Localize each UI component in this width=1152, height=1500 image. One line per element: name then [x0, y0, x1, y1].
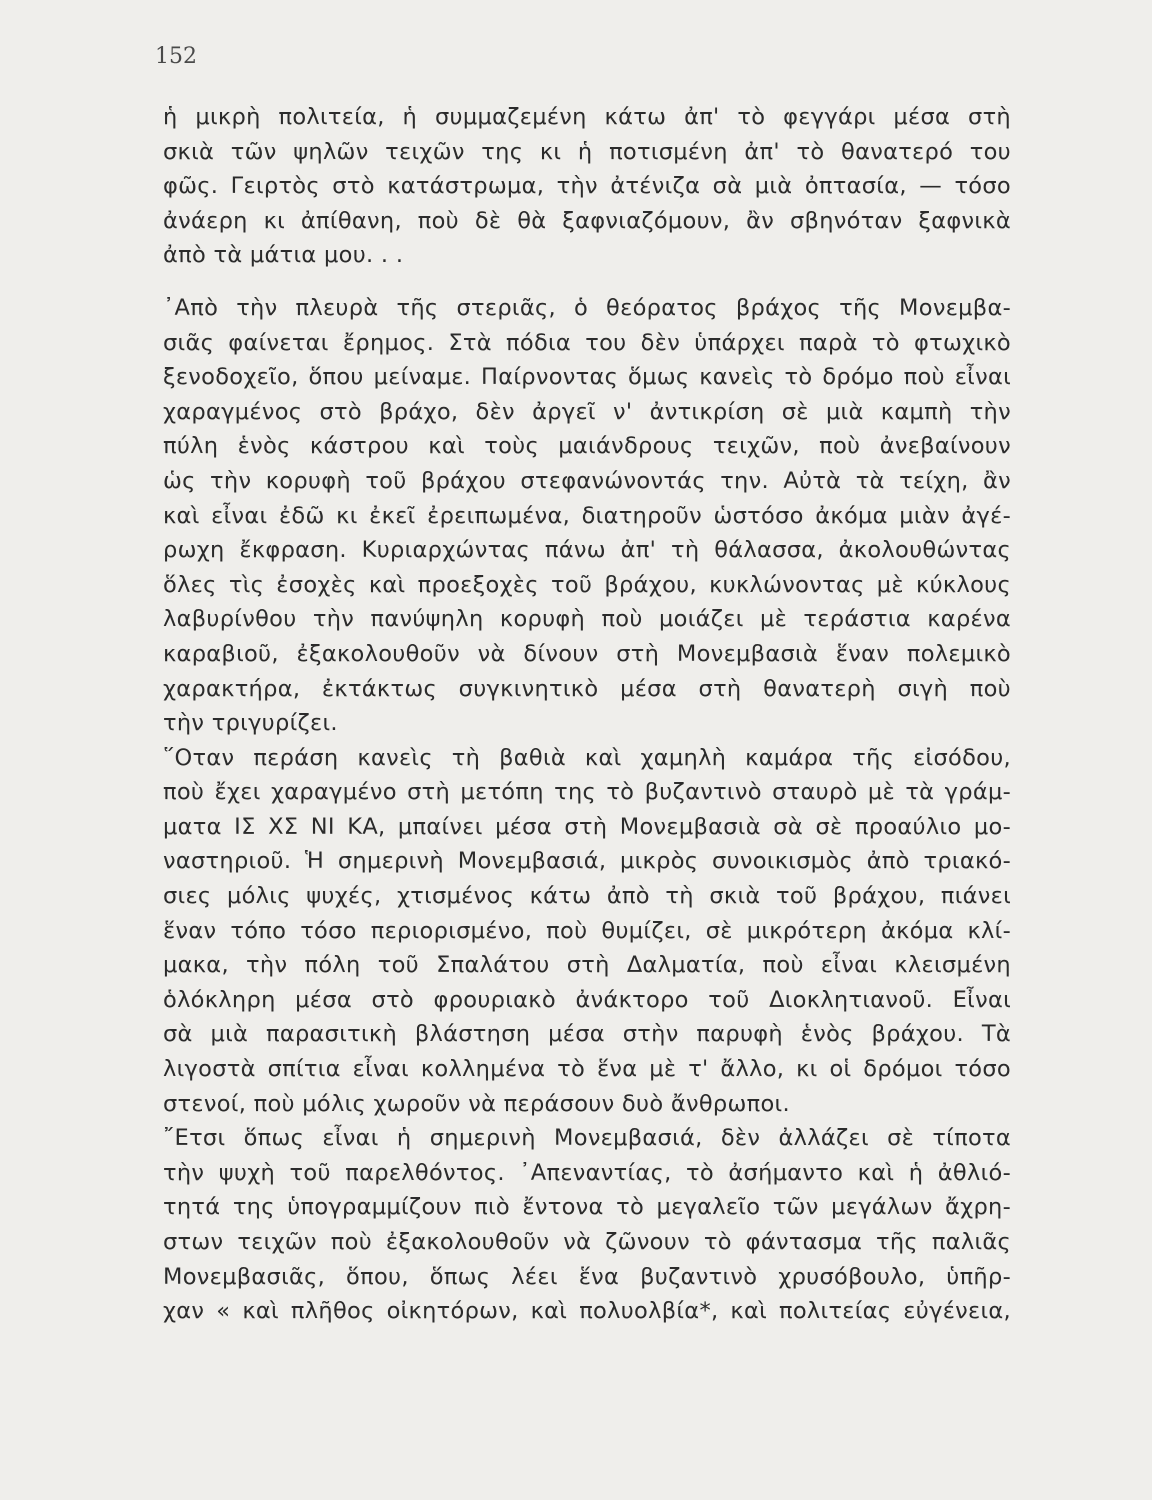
text-line: σιᾶς φαίνεται ἔρημος. Στὰ πόδια του δὲν ὑπάρχει παρὰ τὸ φτωχικὸ [163, 329, 1011, 356]
text-line: ἀπὸ τὰ μάτια μου. . . [163, 242, 404, 269]
text-line: ὁλόκληρη μέσα στὸ φρουριακὸ ἀνάκτορο τοῦ Διοκλητιανοῦ. Εἶναι [163, 986, 1011, 1013]
text-line: χαν « καὶ πλῆθος οἰκητόρων, καὶ πολυολβία*, καὶ πολιτείας εὐγένεια, [163, 1298, 1011, 1325]
text-line: καὶ εἶναι ἐδῶ κι ἐκεῖ ἐρειπωμένα, διατηροῦν ὡστόσο ἀκόμα μιὰν ἀγέ- [163, 502, 1011, 529]
body-text [163, 100, 1011, 1329]
text-line: τὴν ψυχὴ τοῦ παρελθόντος. ᾿Απεναντίας, τὸ ἀσήμαντο καὶ ἡ ἀθλιό- [163, 1159, 1011, 1186]
text-line: στενοί, ποὺ μόλις χωροῦν νὰ περάσουν δυὸ ἄνθρωποι. [163, 1090, 790, 1117]
text-line: στων τειχῶν ποὺ ἐξακολουθοῦν νὰ ζῶνουν τὸ φάντασμα τῆς παλιᾶς [163, 1229, 1011, 1255]
text-line: σκιὰ τῶν ψηλῶν τειχῶν της κι ἡ ποτισμένη ἀπ' τὸ θανατερό του [163, 138, 1011, 165]
text-line: χαραγμένος στὸ βράχο, δὲν ἀργεῖ ν' ἀντικρίση σὲ μιὰ καμπὴ τὴν [163, 398, 1011, 425]
text-line: ἡ μικρὴ πολιτεία, ἡ συμμαζεμένη κάτω ἀπ' τὸ φεγγάρι μέσα στὴ [163, 104, 1011, 130]
paragraph [163, 100, 1011, 273]
text-line: τητά της ὑπογραμμίζουν πιὸ ἔντονα τὸ μεγαλεῖο τῶν μεγάλων ἄχρη- [163, 1194, 1011, 1221]
paragraph [163, 291, 1011, 741]
text-line: τὴν τριγυρίζει. [163, 710, 338, 737]
text-line: ᾿Απὸ τὴν πλευρὰ τῆς στεριᾶς, ὁ θεόρατος βράχος τῆς Μονεμβα- [163, 294, 1011, 321]
paragraph [163, 1121, 1011, 1329]
text-line: ἕναν τόπο τόσο περιορισμένο, ποὺ θυμίζει, σὲ μικρότερη ἀκόμα κλί- [163, 917, 1011, 944]
text-line: χαρακτήρα, ἐκτάκτως συγκινητικὸ μέσα στὴ θανατερὴ σιγὴ ποὺ [163, 675, 1011, 702]
text-line: Μονεμβασιᾶς, ὅπου, ὅπως λέει ἕνα βυζαντινὸ χρυσόβουλο, ὑπῆρ- [163, 1263, 1011, 1290]
text-line: ναστηριοῦ. Ἡ σημερινὴ Μονεμβασιά, μικρὸς συνοικισμὸς ἀπὸ τριακό- [163, 848, 1011, 875]
text-line: ῞Οταν περάση κανεὶς τὴ βαθιὰ καὶ χαμηλὴ καμάρα τῆς εἰσόδου, [163, 744, 1011, 771]
text-line: ῎Ετσι ὅπως εἶναι ἡ σημερινὴ Μονεμβασιά, δὲν ἀλλάζει σὲ τίποτα [163, 1125, 1011, 1152]
text-line: σὰ μιὰ παρασιτικὴ βλάστηση μέσα στὴν παρυφὴ ἑνὸς βράχου. Τὰ [163, 1021, 1011, 1048]
text-line: λιγοστὰ σπίτια εἶναι κολλημένα τὸ ἕνα μὲ τ' ἄλλο, κι οἱ δρόμοι τόσο [163, 1056, 1011, 1083]
text-line: ὅλες τὶς ἐσοχὲς καὶ προεξοχὲς τοῦ βράχου, κυκλώνοντας μὲ κύκλους [163, 571, 1011, 598]
text-line: ποὺ ἔχει χαραγμένο στὴ μετόπη της τὸ βυζαντινὸ σταυρὸ μὲ τὰ γράμ- [163, 779, 1011, 806]
text-line: ὡς τὴν κορυφὴ τοῦ βράχου στεφανώνοντάς την. Αὐτὰ τὰ τείχη, ἂν [163, 467, 1011, 494]
text-line: ξενοδοχεῖο, ὅπου μείναμε. Παίρνοντας ὅμως κανεὶς τὸ δρόμο ποὺ εἶναι [163, 364, 1011, 391]
text-line: καραβιοῦ, ἐξακολουθοῦν νὰ δίνουν στὴ Μονεμβασιὰ ἕναν πολεμικὸ [163, 640, 1011, 667]
page-number: 152 [155, 44, 197, 69]
text-line: λαβυρίνθου τὴν πανύψηλη κορυφὴ ποὺ μοιάζει μὲ τεράστια καρένα [163, 606, 1011, 633]
text-line: σιες μόλις ψυχές, χτισμένος κάτω ἀπὸ τὴ σκιὰ τοῦ βράχου, πιάνει [163, 883, 1011, 910]
text-line: ἀνάερη κι ἀπίθανη, ποὺ δὲ θὰ ξαφνιαζόμουν, ἂν σβηνόταν ξαφνικὰ [163, 207, 1011, 234]
paragraph [163, 741, 1011, 1122]
text-line: φῶς. Γειρτὸς στὸ κατάστρωμα, τὴν ἀτένιζα σὰ μιὰ ὀπτασία, — τόσο [163, 173, 1011, 200]
text-line: ρωχη ἔκφραση. Κυριαρχώντας πάνω ἀπ' τὴ θάλασσα, ἀκολουθώντας [163, 537, 1011, 564]
text-line: πύλη ἑνὸς κάστρου καὶ τοὺς μαιάνδρους τειχῶν, ποὺ ἀνεβαίνουν [163, 433, 1011, 460]
text-line: μακα, τὴν πόλη τοῦ Σπαλάτου στὴ Δαλματία, ποὺ εἶναι κλεισμένη [163, 952, 1011, 979]
text-line: ματα ΙΣ ΧΣ ΝΙ ΚΑ, μπαίνει μέσα στὴ Μονεμβασιὰ σὰ σὲ προαύλιο μο- [163, 813, 1011, 840]
